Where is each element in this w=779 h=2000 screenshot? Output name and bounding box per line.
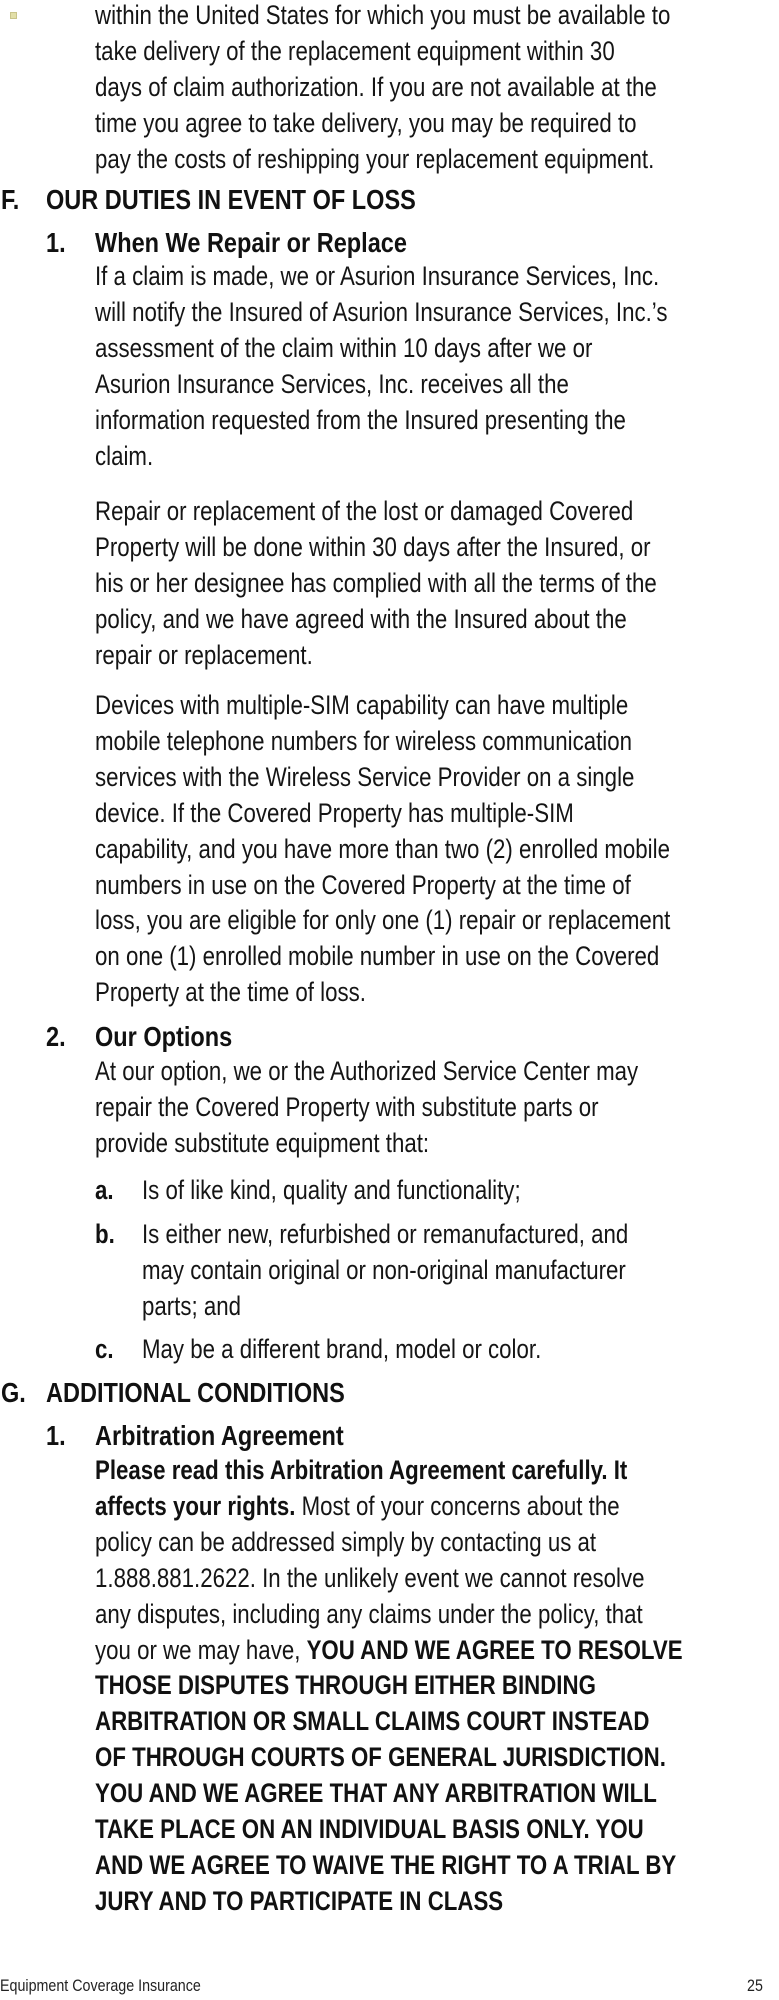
text-line: Repair or replacement of the lost or damaged Covered bbox=[95, 496, 634, 526]
text-line: claim. bbox=[95, 440, 154, 471]
text-line: parts; and bbox=[142, 1290, 242, 1321]
text-line: within the United States for which you must be available to bbox=[95, 0, 671, 30]
text-line: Devices with multiple-SIM capability can have multiple bbox=[95, 690, 629, 720]
page-number: 25 bbox=[747, 1976, 763, 1995]
text-line: on one (1) enrolled mobile number in use on the Covered bbox=[95, 941, 660, 972]
bold-phrase: affects your rights. bbox=[95, 1490, 296, 1521]
section-f-heading: OUR DUTIES IN EVENT OF LOSS bbox=[46, 184, 416, 215]
text-line: provide substitute equipment that: bbox=[95, 1127, 430, 1158]
subitem-a-text bbox=[142, 1173, 521, 1209]
item-f1-paragraph-3 bbox=[95, 688, 670, 1011]
subitem-a-letter: a. bbox=[95, 1175, 114, 1205]
section-g-heading: ADDITIONAL CONDITIONS bbox=[46, 1377, 345, 1408]
item-f2-number: 2. bbox=[46, 1021, 66, 1052]
footer-title: Equipment Coverage Insurance bbox=[0, 1976, 201, 1995]
text-line: Asurion Insurance Services, Inc. receives all the bbox=[95, 368, 569, 399]
text-line: his or her designee has complied with all the terms of the bbox=[95, 567, 657, 598]
text-line: policy can be addressed simply by contacting us at bbox=[95, 1526, 597, 1557]
text-line: pay the costs of reshipping your replacement equipment. bbox=[95, 143, 655, 174]
bold-phrase: YOU AND WE AGREE TO RESOLVE bbox=[306, 1634, 683, 1665]
subitem-c-letter: c. bbox=[95, 1334, 114, 1364]
text-line: information requested from the Insured presenting the bbox=[95, 404, 626, 435]
text-line: loss, you are eligible for only one (1) repair or replacement bbox=[95, 905, 671, 936]
text-line: days of claim authorization. If you are not available at the bbox=[95, 71, 657, 102]
text-line: OF THROUGH COURTS OF GENERAL JURISDICTION. bbox=[95, 1742, 666, 1773]
item-f1-paragraph-1 bbox=[95, 259, 667, 474]
subitem-b-letter: b. bbox=[95, 1219, 115, 1249]
text-line: time you agree to take delivery, you may be required to bbox=[95, 107, 637, 138]
text-line: AND WE AGREE TO WAIVE THE RIGHT TO A TRIAL BY bbox=[95, 1849, 677, 1880]
subitem-b-text bbox=[142, 1217, 628, 1325]
text-line: any disputes, including any claims under the policy, that bbox=[95, 1598, 643, 1629]
text-line: At our option, we or the Authorized Service Center may bbox=[95, 1056, 639, 1086]
item-g1-heading: Arbitration Agreement bbox=[95, 1420, 344, 1451]
text-line: policy, and we have agreed with the Insured about the bbox=[95, 603, 627, 634]
text-line: mobile telephone numbers for wireless communication bbox=[95, 725, 632, 756]
text-line: TAKE PLACE ON AN INDIVIDUAL BASIS ONLY. YOU bbox=[95, 1814, 644, 1845]
text-line: THOSE DISPUTES THROUGH EITHER BINDING bbox=[95, 1670, 596, 1701]
intro-paragraph bbox=[95, 0, 670, 178]
text-line: YOU AND WE AGREE THAT ANY ARBITRATION WILL bbox=[95, 1778, 657, 1809]
text-line: Is of like kind, quality and functionality; bbox=[142, 1175, 521, 1205]
text-line: may contain original or non-original manufacturer bbox=[142, 1254, 626, 1285]
text-line: capability, and you have more than two (2) enrolled mobile bbox=[95, 833, 670, 864]
item-f1-paragraph-2 bbox=[95, 494, 657, 674]
arbitration-paragraph bbox=[95, 1453, 683, 1920]
text-line: services with the Wireless Service Provider on a single bbox=[95, 761, 635, 792]
text-line: Property will be done within 30 days after the Insured, or bbox=[95, 531, 651, 562]
page-marker bbox=[10, 12, 17, 19]
text-line: If a claim is made, we or Asurion Insurance Services, Inc. bbox=[95, 261, 660, 291]
text-line: repair or replacement. bbox=[95, 639, 313, 670]
text-line: numbers in use on the Covered Property at the time of bbox=[95, 869, 631, 900]
text-line: assessment of the claim within 10 days after we or bbox=[95, 332, 593, 363]
section-g-letter: G. bbox=[1, 1377, 26, 1408]
text-line bbox=[95, 1489, 683, 1525]
text-line: May be a different brand, model or color. bbox=[142, 1334, 542, 1364]
item-f2-paragraph bbox=[95, 1054, 638, 1162]
item-f1-heading: When We Repair or Replace bbox=[95, 227, 407, 258]
text-line: Property at the time of loss. bbox=[95, 977, 366, 1008]
text-line: ARBITRATION OR SMALL CLAIMS COURT INSTEAD bbox=[95, 1706, 650, 1737]
text-line: take delivery of the replacement equipment within 30 bbox=[95, 35, 615, 66]
text-line: repair the Covered Property with substitute parts or bbox=[95, 1091, 599, 1122]
item-f2-heading: Our Options bbox=[95, 1021, 233, 1052]
text-fragment: you or we may have, bbox=[95, 1634, 307, 1665]
text-fragment: Most of your concerns about the bbox=[295, 1490, 620, 1521]
text-line: 1.888.881.2622. In the unlikely event we cannot resolve bbox=[95, 1562, 645, 1593]
item-f1-number: 1. bbox=[46, 227, 66, 258]
text-line: Please read this Arbitration Agreement carefully. It bbox=[95, 1455, 628, 1485]
text-line: device. If the Covered Property has multiple-SIM bbox=[95, 797, 574, 828]
section-f-letter: F. bbox=[1, 184, 20, 215]
subitem-c-text bbox=[142, 1332, 541, 1368]
text-line bbox=[95, 1633, 683, 1669]
text-line: will notify the Insured of Asurion Insurance Services, Inc.’s bbox=[95, 296, 668, 327]
text-line: JURY AND TO PARTICIPATE IN CLASS bbox=[95, 1885, 504, 1916]
text-line: Is either new, refurbished or remanufactured, and bbox=[142, 1219, 629, 1249]
item-g1-number: 1. bbox=[46, 1420, 66, 1451]
